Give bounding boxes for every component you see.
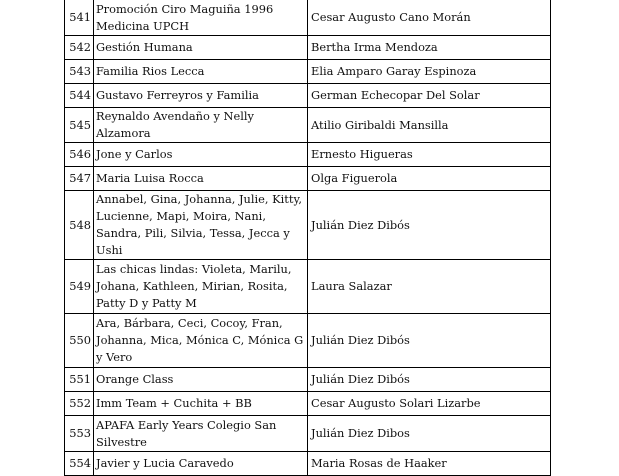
donation-table (64, 0, 551, 476)
row-donor: Elia Amparo Garay Espinoza (308, 60, 551, 84)
row-number: 543 (65, 60, 94, 84)
row-donor: Cesar Augusto Solari Lizarbe (308, 392, 551, 416)
table-row (65, 36, 551, 60)
row-number: 544 (65, 84, 94, 108)
row-name: Familia Rios Lecca (94, 60, 308, 84)
row-number: 551 (65, 368, 94, 392)
table-row (65, 416, 551, 452)
row-name: Las chicas lindas: Violeta, Marilu, Johana, Kathleen, Mirian, Rosita, Patty D y Patty M (94, 260, 308, 314)
row-number: 554 (65, 452, 94, 476)
row-name: Gustavo Ferreyros y Familia (94, 84, 308, 108)
row-donor: Julián Diez Dibós (308, 191, 551, 260)
table-row (65, 0, 551, 36)
table-row (65, 392, 551, 416)
row-donor: Julián Diez Dibós (308, 314, 551, 368)
row-number: 542 (65, 36, 94, 60)
table-row (65, 368, 551, 392)
row-donor: Laura Salazar (308, 260, 551, 314)
row-name: Annabel, Gina, Johanna, Julie, Kitty, Lucienne, Mapi, Moira, Nani, Sandra, Pili, Silvia, Tessa, Jecca y Ushi (94, 191, 308, 260)
row-number: 548 (65, 191, 94, 260)
row-number: 549 (65, 260, 94, 314)
row-donor: Ernesto Higueras (308, 143, 551, 167)
row-name: Ara, Bárbara, Ceci, Cocoy, Fran, Johanna, Mica, Mónica C, Mónica G y Vero (94, 314, 308, 368)
row-donor: Cesar Augusto Cano Morán (308, 0, 551, 36)
row-name: Maria Luisa Rocca (94, 167, 308, 191)
row-number: 552 (65, 392, 94, 416)
row-name: Promoción Ciro Maguiña 1996 Medicina UPCH (94, 0, 308, 36)
row-name: Orange Class (94, 368, 308, 392)
table-row (65, 191, 551, 260)
row-name: APAFA Early Years Colegio San Silvestre (94, 416, 308, 452)
row-donor: Bertha Irma Mendoza (308, 36, 551, 60)
row-name: Imm Team + Cuchita + BB (94, 392, 308, 416)
row-number: 547 (65, 167, 94, 191)
table-row (65, 84, 551, 108)
table-row (65, 60, 551, 84)
row-donor: Maria Rosas de Haaker (308, 452, 551, 476)
row-number: 550 (65, 314, 94, 368)
row-number: 546 (65, 143, 94, 167)
table-row (65, 314, 551, 368)
row-name: Jone y Carlos (94, 143, 308, 167)
table-row (65, 108, 551, 143)
row-donor: Julián Diez Dibós (308, 368, 551, 392)
row-donor: Olga Figuerola (308, 167, 551, 191)
row-donor: German Echecopar Del Solar (308, 84, 551, 108)
row-donor: Atilio Giribaldi Mansilla (308, 108, 551, 143)
table-row (65, 167, 551, 191)
row-number: 545 (65, 108, 94, 143)
table-row (65, 452, 551, 476)
row-name: Javier y Lucia Caravedo (94, 452, 308, 476)
table-row (65, 260, 551, 314)
row-name: Reynaldo Avendaño y Nelly Alzamora (94, 108, 308, 143)
row-number: 553 (65, 416, 94, 452)
donation-table-container (64, 0, 550, 476)
row-name: Gestión Humana (94, 36, 308, 60)
row-number: 541 (65, 0, 94, 36)
table-row (65, 143, 551, 167)
row-donor: Julián Diez Dibos (308, 416, 551, 452)
